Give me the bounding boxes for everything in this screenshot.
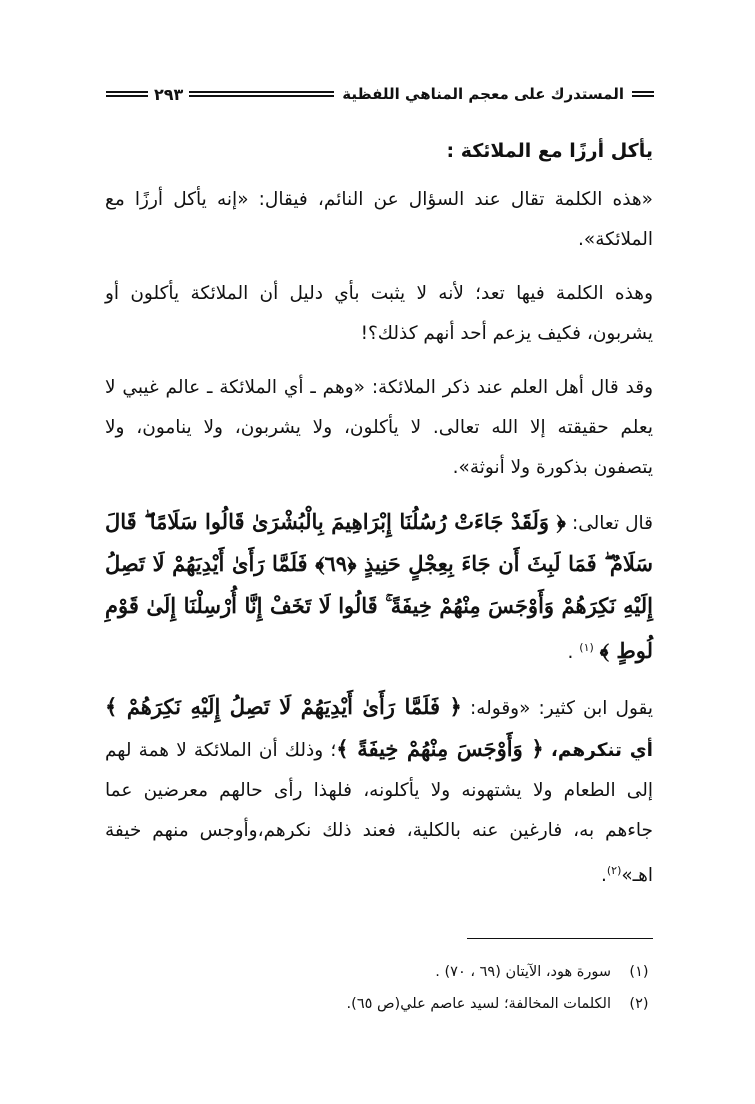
header-rule-middle [189, 91, 334, 97]
footnote-text: سورة هود، الآيتان (٦٩ ، ٧٠) . [435, 964, 611, 980]
header-title: المستدرك على معجم المناهي اللفظية [342, 85, 624, 103]
paragraph-4: قال تعالى: ﴿ وَلَقَدْ جَاءَتْ رُسُلُنَا إِبْرَاهِيمَ بِالْبُشْرَىٰ قَالُوا سَلَامًا ۖ قَالَ سَلَامٌ ۖ فَمَا لَبِثَ أَن جَاءَ بِعِجْلٍ حَنِيذٍ ﴿٦٩﴾ فَلَمَّا رَأَىٰ أَيْدِيَهُمْ لَا تَصِلُ إِلَيْهِ نَكِرَهُمْ وَأَوْجَسَ مِنْهُمْ خِيفَةً ۚ قَالُوا لَا تَخَفْ إِنَّا أُرْسِلْنَا إِلَىٰ قَوْمِ لُوطٍ ﴾ $^{(١)}$ . [105, 509, 653, 664]
footnote-item [105, 988, 653, 1020]
footnote-item [105, 956, 653, 988]
page-body [105, 134, 653, 910]
section-heading: يأكل أرزًا مع الملائكة : [446, 140, 653, 162]
footnote-number: (١) [629, 964, 649, 980]
footnote-ref-2[interactable]: (٢) [606, 864, 622, 878]
footnote-number: (٢) [629, 996, 649, 1012]
footnote-text: الكلمات المخالفة؛ لسيد عاصم علي(ص ٦٥). [346, 996, 611, 1012]
quran-intro: قال تعالى: [571, 513, 653, 534]
header-rule-left [106, 91, 148, 97]
footnotes [105, 956, 653, 1020]
footnote-ref-1[interactable]: (١) [579, 641, 594, 654]
paragraph-5: يقول ابن كثير: «وقوله: ﴿ فَلَمَّا رَأَىٰ أَيْدِيَهُمْ لَا تَصِلُ إِلَيْهِ نَكِرَهُمْ ﴾ أي تنكرهم، ﴿ وَأَوْجَسَ مِنْهُمْ خِيفَةً ﴾؛ وذلك أن الملائكة لا همة لهم إلى الطعام ولا يشتهونه ولا يأكلونه، فلهذا رأى حالهم معرضين عما جاءهم به، فارغين عنه بالكلية، فعند ذلك نكرهم،وأوجس منهم خيفة اهـ»$^{(٢)}$. [105, 694, 654, 887]
tafsir-note: أي تنكرهم، [550, 740, 653, 762]
paragraph-1: «هذه الكلمة تقال عند السؤال عن النائم، فيقال: «إنه يأكل أرزًا مع الملائكة». [105, 189, 653, 250]
paragraph-3: وقد قال أهل العلم عند ذكر الملائكة: «وهم ـ أي الملائكة ـ عالم غيبي لا يعلم حقيقته إلا الله تعالى. لا يأكلون، ولا يشربون، ولا ينامون، ولا يتصفون بذكورة ولا أنوثة». [105, 377, 653, 478]
quran-excerpt-1: ﴿ فَلَمَّا رَأَىٰ أَيْدِيَهُمْ لَا تَصِلُ إِلَيْهِ نَكِرَهُمْ ﴾ [105, 694, 462, 720]
header-rule-right [632, 91, 654, 97]
page-number: ٢٩٣ [154, 84, 184, 104]
quran-excerpt-2: ﴿ وَأَوْجَسَ مِنْهُمْ خِيفَةً ﴾ [336, 736, 544, 762]
quran-verse: ﴿ وَلَقَدْ جَاءَتْ رُسُلُنَا إِبْرَاهِيمَ بِالْبُشْرَىٰ قَالُوا سَلَامًا ۖ قَالَ سَلَامٌ ۖ فَمَا لَبِثَ أَن جَاءَ بِعِجْلٍ حَنِيذٍ ﴿٦٩﴾ فَلَمَّا رَأَىٰ أَيْدِيَهُمْ لَا تَصِلُ إِلَيْهِ نَكِرَهُمْ وَأَوْجَسَ مِنْهُمْ خِيفَةً ۚ قَالُوا لَا تَخَفْ إِنَّا أُرْسِلْنَا إِلَىٰ قَوْمِ لُوطٍ ﴾ [105, 509, 653, 664]
running-header [106, 82, 654, 106]
footnote-separator [467, 938, 653, 939]
paragraph-2: وهذه الكلمة فيها تعد؛ لأنه لا يثبت بأي دليل أن الملائكة يأكلون أو يشربون، فكيف يزعم أحد أنهم كذلك؟! [105, 283, 653, 344]
quote-rest: ؛ وذلك أن الملائكة لا همة لهم إلى الطعام ولا يشتهونه ولا يأكلونه، فلهذا رأى حالهم معرضين عما جاءهم به، فارغين عنه بالكلية، فعند ذلك نكرهم،وأوجس منهم خيفة اهـ» [105, 740, 653, 887]
quote-intro: يقول ابن كثير: «وقوله: [469, 698, 654, 720]
